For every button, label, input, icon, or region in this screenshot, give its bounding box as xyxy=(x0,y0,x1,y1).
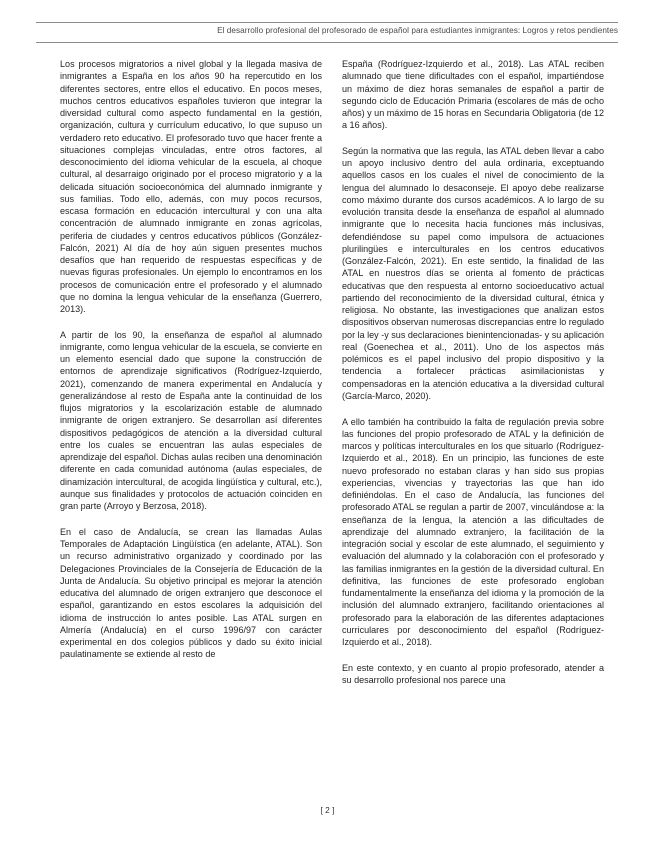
running-header: El desarrollo profesional del profesorado de español para estudiantes inmigrantes: Logros y retos pendientes xyxy=(217,26,618,35)
paragraph: En el caso de Andalucía, se crean las llamadas Aulas Temporales de Adaptación Lingüística (en adelante, ATAL). Son un recurso administrativo organizado y coordinado por las Delegaciones Provinciales de la Consejería de Educación de la Junta de Andalucía. Su objetivo principal es mejorar la atención educativa del alumnado de origen extranjero que desconoce el español, garantizando en estos escolares la adquisición del idioma de instrucción lo antes posible. Las ATAL surgen en Almería (Andalucía) en el curso 1996/97 con carácter experimental en dos colegios públicos y dado su éxito inicial paulatinamente se extiende al resto de xyxy=(60,526,322,660)
page-number: [ 2 ] xyxy=(320,805,335,815)
right-column xyxy=(342,58,604,700)
paragraph: España (Rodríguez-Izquierdo et al., 2018). Las ATAL reciben alumnado que tiene dificultades con el español, impartiéndose un máximo de diez horas semanales de español a partir de segundo ciclo de Educación Primaria (escolares de más de ocho años) y un máximo de 15 horas en Secundaria Obligatoria (de 12 a 16 años). xyxy=(342,59,605,131)
paragraph: En este contexto, y en cuanto al propio profesorado, atender a su desarrollo profesional nos parece una xyxy=(342,662,604,685)
paragraph: Según la normativa que las regula, las ATAL deben llevar a cabo un apoyo inclusivo dentro del aula ordinaria, exceptuando aquellos casos en los cuales el nivel de conocimiento de la lengua del alumnado lo desaconseje. El apoyo debe realizarse como máximo durante dos cursos académicos. A lo largo de su evolución transita desde la enseñanza de español al alumnado inmigrante que lo necesita hacia funciones más inclusivas, defendiéndose su papel como impulsora de actuaciones plurilingües e interculturales en los centros educativos (González-Falcón, 2021). En este sentido, la finalidad de las ATAL en nuestros días se orienta al fomento de prácticas educativas que den respuesta al entorno socioeducativo actual partiendo del reconocimiento de la diversidad cultural, étnica y religiosa. No obstante, las investigaciones que analizan estos dispositivos observan numerosas discrepancias entre lo regulado por la ley -y sus declaraciones bienintencionadas- y su aplicación real (Goenechea et al., 2011). Uno de los aspectos más polémicos es el papel inclusivo del propio dispositivo y la tendencia a fortalecer prácticas asimilacionistas y compensadoras en la atención educativa a la diversidad cultural (García-Marco, 2020). xyxy=(342,145,605,401)
header-top-rule xyxy=(36,22,618,23)
header-bottom-rule xyxy=(36,42,618,43)
paragraph: A ello también ha contribuido la falta de regulación previa sobre las funciones del propio profesorado de ATAL y la definición de marcos y políticas interculturales en los que situarlo (Rodríguez-Izquierdo et al., 2018). En un principio, las funciones de este nuevo profesorado no estaban claras y han sido sus propias experiencias, vivencias y trayectorias las que han ido definiéndolas. En el caso de Andalucía, las funciones del profesorado ATAL se regulan a partir de 2007, vinculándose a: la enseñanza de la lengua, la atención a las dificultades de aprendizaje del alumnado extranjero, la facilitación de la integración social y escolar de este alumnado, el seguimiento y evaluación del alumnado y la colaboración con el profesorado y las familias inmigrantes en la gestión de la diversidad cultural. En definitiva, las funciones de este profesorado engloban fundamentalmente la enseñanza del idioma y la promoción de la inclusión del alumnado extranjero, facilitando orientaciones al profesorado para la elaboración de las diferentes adaptaciones curriculares por desconocimiento del español (Rodríguez-Izquierdo et al., 2018). xyxy=(342,416,604,648)
paragraph: Los procesos migratorios a nivel global y la llegada masiva de inmigrantes a España en los años 90 ha repercutido en los diferentes sectores, entre ellos el educativo. En pocos meses, muchos centros educativos españoles tuvieron que integrar la diversidad cultural como aspecto fundamental en la gestión, organización, cultura y currículum educativo, lo que supuso un verdadero reto educativo. El profesorado tuvo que hacer frente a situaciones complejas vinculadas, entre otros factores, al desconocimiento del idioma vehicular de la escuela, al choque cultural, al desarraigo originado por el proceso migratorio y a la delicada situación socioeconómica del alumnado inmigrante y sus familias. Todo ello, además, con muy pocos recursos, escasa formación en educación intercultural y con una alta concentración de alumnado inmigrante en zonas agrícolas, periferia de ciudades y centros educativos públicos (González-Falcón, 2021) Al día de hoy aún siguen presentes muchos desafíos que han requerido de respuestas específicas y de nuevas figuras profesionales. Un ejemplo lo encontramos en los procesos de comunicación entre el profesorado y el alumnado que no domina la lengua vehicular de la enseñanza (Guerrero, 2013). xyxy=(60,59,322,314)
left-column xyxy=(60,58,322,674)
paragraph: A partir de los 90, la enseñanza de español al alumnado inmigrante, como lengua vehicular de la escuela, se convierte en un elemento esencial dado que supone la construcción de entornos de aprendizaje significativos (Rodríguez-Izquierdo, 2021), comenzando de manera experimental en Andalucía y generalizándose al resto de España ante la continuidad de los flujos migratorios y la escolarización estable de alumnado inmigrante de origen extranjero. Se desarrollan así diferentes dispositivos pedagógicos de atención a la diversidad cultural entre los cuales se encuentran las aulas especiales de aprendizaje del español. Dichas aulas reciben una denominación diferente en cada comunidad autónoma (aulas especiales, de dinamización intercultural, de acogida lingüística y cultural, etc.), aunque sus finalidades y protocolos de actuación coinciden en gran parte (Arroyo y Berzosa, 2018). xyxy=(60,329,322,512)
